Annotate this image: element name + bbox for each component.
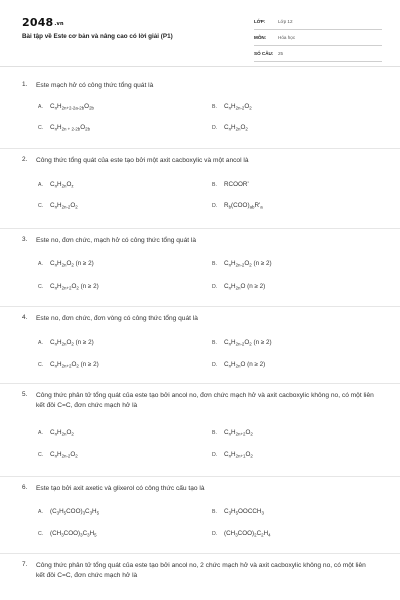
option-formula: $R_b(COO)_{ab}R'_a$ (224, 202, 263, 210)
option-letter: B. (212, 104, 217, 110)
answer-option-d[interactable] (212, 451, 253, 459)
option-letter: B. (212, 340, 217, 346)
question-divider (0, 306, 400, 307)
option-formula: $C_3H_5OOCCH_3$ (224, 508, 264, 516)
option-formula: $C_nH_{2n}O$ (n ≥ 2) (224, 361, 266, 369)
answer-option-a[interactable] (38, 181, 74, 189)
question-divider (0, 553, 400, 554)
question-text: Công thức phân tử tổng quát của este tạo bởi ancol no, đơn chức mạch hở và axit cacboxylic không no, có một liên kết đôi C=C, đơn chức mạch hở là (36, 392, 374, 409)
option-letter: A. (38, 104, 43, 110)
header-divider (0, 66, 400, 67)
answer-option-a[interactable] (38, 103, 94, 111)
option-formula: $C_nH_{2n+2-2a-2b}O_{2b}$ (50, 103, 94, 111)
option-formula: $C_nH_{2n+2}O_2$ (n ≥ 2) (50, 283, 99, 291)
option-formula: $C_nH_{2n-2}O_2$ (n ≥ 2) (224, 260, 272, 268)
answer-option-d[interactable] (212, 283, 265, 291)
question-number: 7. (22, 561, 28, 568)
question-number: 1. (22, 81, 28, 88)
answer-option-c[interactable] (38, 202, 78, 210)
answer-option-c[interactable] (38, 530, 97, 538)
option-formula: $(C_3H_5COO)_3C_3H_5$ (50, 508, 100, 516)
page-header (22, 16, 382, 62)
meta-count-row (254, 48, 382, 62)
meta-subject-row (254, 32, 382, 46)
option-letter: A. (38, 182, 43, 188)
meta-label: LỚP: (254, 19, 266, 24)
option-formula: $(CH_3COO)_2C_2H_4$ (224, 530, 271, 538)
option-letter: D. (212, 203, 218, 209)
option-letter: B. (212, 261, 217, 267)
document-meta (254, 16, 382, 64)
question-number: 6. (22, 484, 28, 491)
question-divider (0, 476, 400, 477)
option-letter: A. (38, 261, 43, 267)
option-formula: $C_nH_{2n+2}O_2$ (n ≥ 2) (50, 361, 99, 369)
document-title: Bài tập về Este cơ bản và nâng cao có lời giải (P1) (22, 33, 173, 40)
answer-option-b[interactable] (212, 260, 272, 268)
option-letter: B. (212, 182, 217, 188)
answer-option-c[interactable] (38, 451, 78, 459)
answer-option-a[interactable] (38, 429, 74, 437)
answer-option-d[interactable] (212, 202, 263, 210)
question-number: 4. (22, 314, 28, 321)
option-formula: $C_nH_{2n+1}O_2$ (224, 451, 253, 459)
option-letter: C. (38, 284, 44, 290)
option-letter: C. (38, 531, 44, 537)
question-5 (22, 391, 380, 461)
option-formula: $C_nH_{2n-2}O_2$ (n ≥ 2) (224, 339, 272, 347)
option-formula: $C_nH_{2n}O_2$ (n ≥ 2) (50, 260, 94, 268)
question-text: Công thức phân tử tổng quát của este tạo bởi ancol no, 2 chức mạch hở và axit cacboxylic không no, có một liên kết đôi C=C, đơn chức mạch hở là (36, 562, 366, 579)
option-letter: C. (38, 452, 44, 458)
option-formula: $(CH_3COO)_3C_3H_5$ (50, 530, 97, 538)
question-2 (22, 156, 380, 226)
question-number: 5. (22, 391, 28, 398)
option-letter: A. (38, 430, 43, 436)
option-letter: C. (38, 203, 44, 209)
option-letter: D. (212, 531, 218, 537)
question-text: Este mạch hở có công thức tổng quát là (36, 82, 154, 89)
question-4 (22, 314, 380, 384)
option-formula: RCOOR' (224, 181, 249, 188)
question-divider (0, 228, 400, 229)
answer-option-b[interactable] (212, 429, 253, 437)
answer-option-a[interactable] (38, 508, 99, 516)
option-formula: $C_nH_{2n}O_z$ (50, 181, 74, 189)
option-letter: D. (212, 125, 218, 131)
option-formula: $C_nH_{2n+2}O_2$ (224, 429, 253, 437)
answer-option-d[interactable] (212, 530, 271, 538)
answer-option-a[interactable] (38, 339, 94, 347)
option-formula: $C_nH_{2n}O_2$ (224, 124, 248, 132)
question-6 (22, 484, 380, 554)
question-text: Este no, đơn chức, mạch hở có công thức tổng quát là (36, 237, 197, 244)
answer-option-d[interactable] (212, 124, 248, 132)
option-formula: $C_nH_{2n}O_2$ (n ≥ 2) (50, 339, 94, 347)
option-formula: $C_nH_{2n-2}O_2$ (224, 103, 252, 111)
option-formula: $C_nH_{2n + 2-2b}O_{2b}$ (50, 124, 91, 132)
option-letter: B. (212, 509, 217, 515)
meta-value: Hóa học (278, 35, 296, 40)
option-letter: A. (38, 509, 43, 515)
answer-option-c[interactable] (38, 361, 99, 369)
answer-option-b[interactable] (212, 508, 264, 516)
answer-option-b[interactable] (212, 181, 249, 188)
meta-value: Lớp 12 (278, 19, 293, 24)
question-text: Công thức tổng quát của este tạo bởi một axit cacboxylic và một ancol là (36, 157, 249, 164)
option-letter: C. (38, 125, 44, 131)
question-text: Este no, đơn chức, đơn vòng có công thức tổng quát là (36, 315, 198, 322)
question-7 (22, 561, 380, 600)
site-logo[interactable]: 2048.vn (22, 16, 64, 29)
meta-label: MÔN: (254, 35, 267, 40)
option-formula: $C_nH_{2n-2}O_2$ (50, 451, 78, 459)
question-1 (22, 81, 380, 151)
answer-option-b[interactable] (212, 339, 272, 347)
question-number: 3. (22, 236, 28, 243)
meta-label: SỐ CÂU: (254, 51, 274, 56)
meta-value: 25 (278, 51, 284, 56)
option-formula: $C_nH_{2n-2}O_2$ (50, 202, 78, 210)
answer-option-c[interactable] (38, 124, 90, 132)
option-letter: B. (212, 430, 217, 436)
option-formula: $C_nH_{2n}O$ (n ≥ 2) (224, 283, 266, 291)
answer-option-c[interactable] (38, 283, 99, 291)
question-3 (22, 236, 380, 306)
answer-option-b[interactable] (212, 103, 252, 111)
question-text: Este tạo bởi axit axetic và glixerol có công thức cấu tạo là (36, 485, 205, 492)
answer-option-d[interactable] (212, 361, 265, 369)
answer-option-a[interactable] (38, 260, 94, 268)
option-letter: D. (212, 362, 218, 368)
option-formula: $C_nH_{2n}O_2$ (50, 429, 74, 437)
option-letter: C. (38, 362, 44, 368)
question-divider (0, 148, 400, 149)
option-letter: A. (38, 340, 43, 346)
question-number: 2. (22, 156, 28, 163)
option-letter: D. (212, 284, 218, 290)
option-letter: D. (212, 452, 218, 458)
meta-class-row (254, 16, 382, 30)
question-divider (0, 383, 400, 384)
